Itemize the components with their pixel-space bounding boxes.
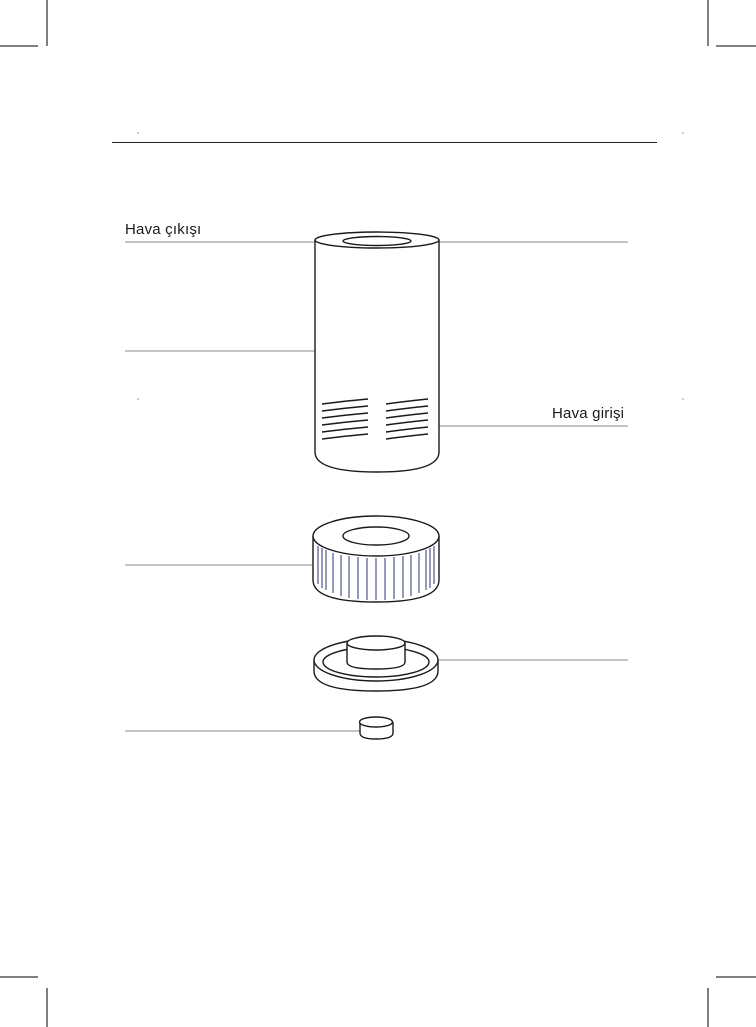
air-outlet-label: Hava çıkışı: [125, 221, 202, 238]
cap-icon: [360, 717, 394, 739]
air-inlet-label: Hava girişi: [552, 405, 625, 422]
base-icon: [314, 636, 438, 691]
filter-icon: [313, 516, 439, 602]
tower-body-icon: [315, 232, 439, 472]
